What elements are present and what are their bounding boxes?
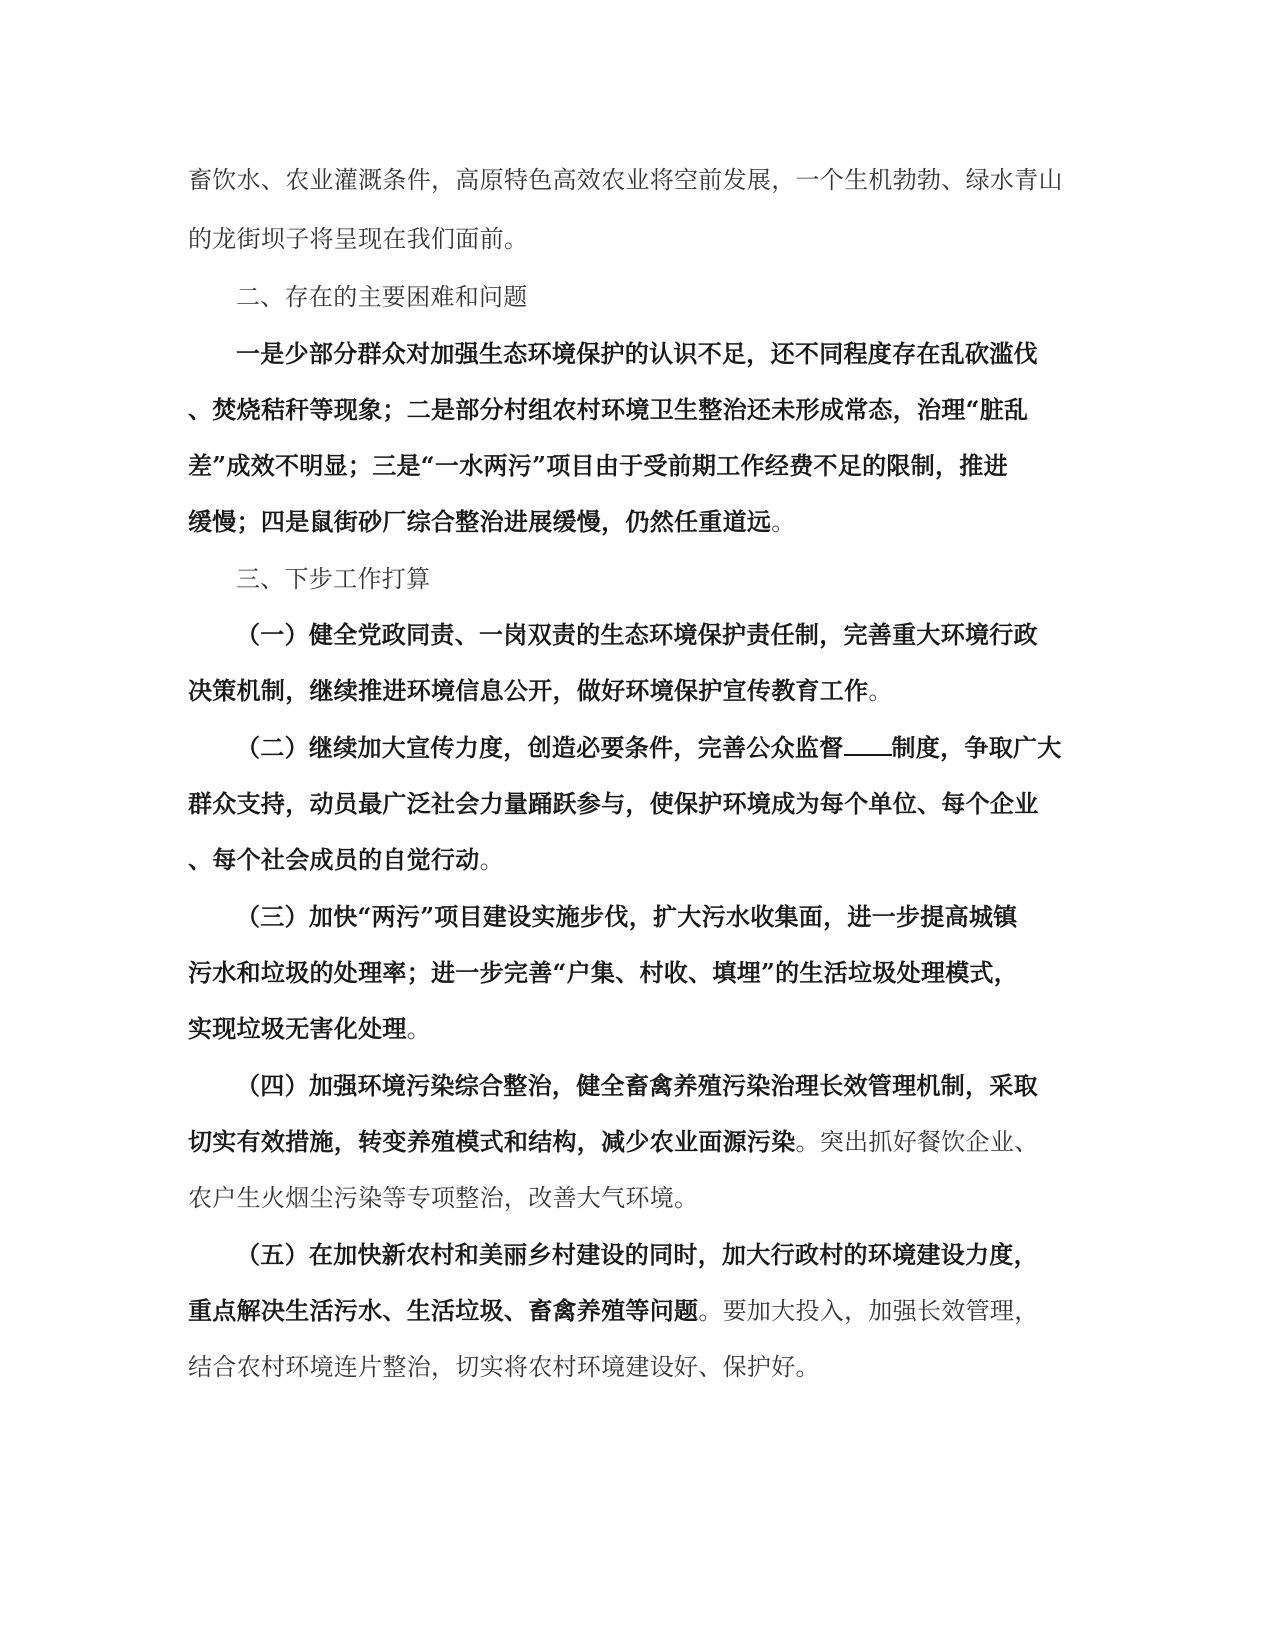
item-4-line-1: （四）加强环境污染综合整治，健全畜禽养殖污染治理长效管理机制，采取	[236, 1071, 1038, 1100]
item-2-line-1-part-b: 制度，争取广大	[891, 733, 1062, 762]
item-3-line-3	[188, 1013, 431, 1045]
item-1-line-2-bold: 决策机制，继续推进环境信息公开，做好环境保护宣传教育工作	[188, 676, 869, 705]
section-2-heading: 二、存在的主要困难和问题	[236, 283, 528, 311]
item-4-line-2-tail: 。突出抓好餐饮企业、	[795, 1128, 1039, 1156]
problems-line-2: 、焚烧秸秆等现象；二是部分村组农村环境卫生整治还未形成常态，治理“脏乱	[188, 395, 1029, 424]
item-2-line-3-bold: 、每个社会成员的自觉行动	[188, 845, 480, 874]
item-4-line-3: 农户生火烟尘污染等专项整治，改善大气环境。	[188, 1184, 699, 1212]
item-2-line-3-tail: 。	[479, 846, 504, 874]
item-4-line-2	[188, 1126, 1039, 1158]
problems-line-4	[188, 506, 796, 538]
item-2-line-1	[236, 732, 1062, 764]
intro-line-1: 畜饮水、农业灌溉条件，高原特色高效农业将空前发展，一个生机勃勃、绿水青山	[188, 166, 1063, 194]
item-3-line-1: （三）加快“两污”项目建设实施步伐，扩大污水收集面，进一步提高城镇	[236, 902, 1018, 931]
item-2-line-2: 群众支持，动员最广泛社会力量踊跃参与，使保护环境成为每个单位、每个企业	[188, 789, 1039, 818]
item-3-line-2: 污水和垃圾的处理率；进一步完善“户集、村收、填埋”的生活垃圾处理模式，	[188, 958, 1019, 987]
item-4-line-2-bold: 切实有效措施，转变养殖模式和结构，减少农业面源污染	[188, 1127, 796, 1156]
problems-line-4-tail: 。	[771, 508, 796, 536]
item-2-line-1-part-a: （二）继续加大宣传力度，创造必要条件，完善公众监督	[236, 733, 844, 762]
problems-line-4-bold: 缓慢；四是鼠街砂厂综合整治进展缓慢，仍然任重道远	[188, 507, 772, 536]
item-3-line-3-tail: 。	[406, 1015, 432, 1043]
problems-line-3: 差”成效不明显；三是“一水两污”项目由于受前期工作经费不足的限制，推进	[188, 451, 1008, 480]
item-5-line-1: （五）在加快新农村和美丽乡村建设的同时，加大行政村的环境建设力度，	[236, 1240, 1038, 1269]
blank-underline	[844, 732, 892, 756]
item-1-line-1: （一）健全党政同责、一岗双责的生态环境保护责任制，完善重大环境行政	[236, 620, 1038, 649]
item-5-line-2-bold: 重点解决生活污水、生活垃圾、畜禽养殖等问题	[188, 1296, 699, 1325]
intro-line-2: 的龙街坝子将呈现在我们面前。	[188, 225, 529, 253]
item-5-line-3: 结合农村环境连片整治，切实将农村环境建设好、保护好。	[188, 1353, 820, 1381]
problems-line-1: 一是少部分群众对加强生态环境保护的认识不足，还不同程度存在乱砍滥伐	[236, 339, 1038, 368]
item-1-line-2-tail: 。	[868, 677, 893, 705]
section-3-heading: 三、下步工作打算	[236, 565, 431, 593]
item-2-line-3	[188, 844, 504, 876]
item-3-line-3-bold: 实现垃圾无害化处理	[188, 1014, 407, 1043]
item-5-line-2	[188, 1295, 1039, 1327]
item-5-line-2-tail: 。要加大投入，加强长效管理，	[698, 1297, 1039, 1325]
item-1-line-2	[188, 675, 893, 707]
